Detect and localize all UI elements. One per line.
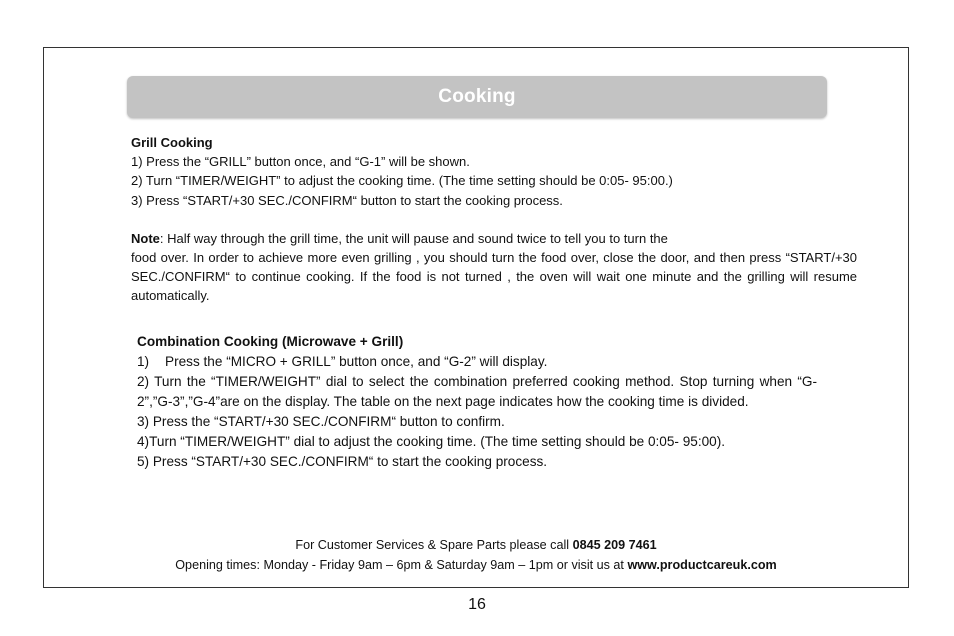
- combination-cooking-section: [137, 332, 817, 472]
- combination-step-3: 3) Press the “START/+30 SEC./CONFIRM“ button to confirm.: [137, 414, 505, 429]
- section-title: Cooking: [438, 86, 516, 107]
- footer-line-1: [43, 536, 909, 556]
- section-banner: [127, 76, 827, 118]
- combination-heading: Combination Cooking (Microwave + Grill): [137, 334, 404, 349]
- grill-cooking-section: [131, 133, 857, 306]
- grill-step-1: 1) Press the “GRILL” button once, and “G-1” will be shown.: [131, 154, 470, 170]
- footer: [43, 536, 909, 575]
- combination-step-5: 5) Press “START/+30 SEC./CONFIRM“ to start the cooking process.: [137, 454, 548, 469]
- page-frame: [43, 47, 909, 588]
- grill-note: [131, 229, 857, 248]
- step-1-number: 1): [137, 354, 150, 369]
- grill-step-2: 2) Turn “TIMER/WEIGHT” to adjust the cooking time. (The time setting should be 0:05- 95:00.): [131, 173, 673, 189]
- footer-line-2: [43, 556, 909, 576]
- grill-note-continued: food over. In order to achieve more even grilling , you should turn the food over, close the door, and then press “START/+30 SEC./CONFIRM“ to continue cooking. If the food is not turned , the oven will wait one minute and the grilling will resume automatically.: [131, 250, 857, 304]
- page-number: 16: [468, 596, 486, 613]
- footer-phone: 0845 209 7461: [572, 538, 657, 552]
- footer-service-text: For Customer Services & Spare Parts please call: [295, 538, 573, 552]
- footer-website: www.productcareuk.com: [627, 557, 777, 572]
- grill-heading: Grill Cooking: [131, 135, 213, 150]
- combination-step-1: [137, 352, 817, 372]
- combination-step-2: 2) Turn the “TIMER/WEIGHT” dial to select the combination preferred cooking method. Stop turning when “G-2”,”G-3”,”G-4”are on the display. The table on the next page indicates how the cooking time is divided.: [137, 374, 817, 409]
- grill-step-3: 3) Press “START/+30 SEC./CONFIRM“ button to start the cooking process.: [131, 192, 563, 208]
- step-1-text: Press the “MICRO + GRILL” button once, and “G-2” will display.: [165, 354, 548, 369]
- combination-step-4: 4)Turn “TIMER/WEIGHT” dial to adjust the cooking time. (The time setting should be 0:05- 95:00).: [137, 434, 726, 449]
- footer-hours-text: Opening times: Monday - Friday 9am – 6pm & Saturday 9am – 1pm or visit us at: [175, 557, 628, 572]
- note-line-1: : Half way through the grill time, the unit will pause and sound twice to tell you to turn the: [159, 230, 668, 246]
- note-label: Note: [131, 230, 160, 246]
